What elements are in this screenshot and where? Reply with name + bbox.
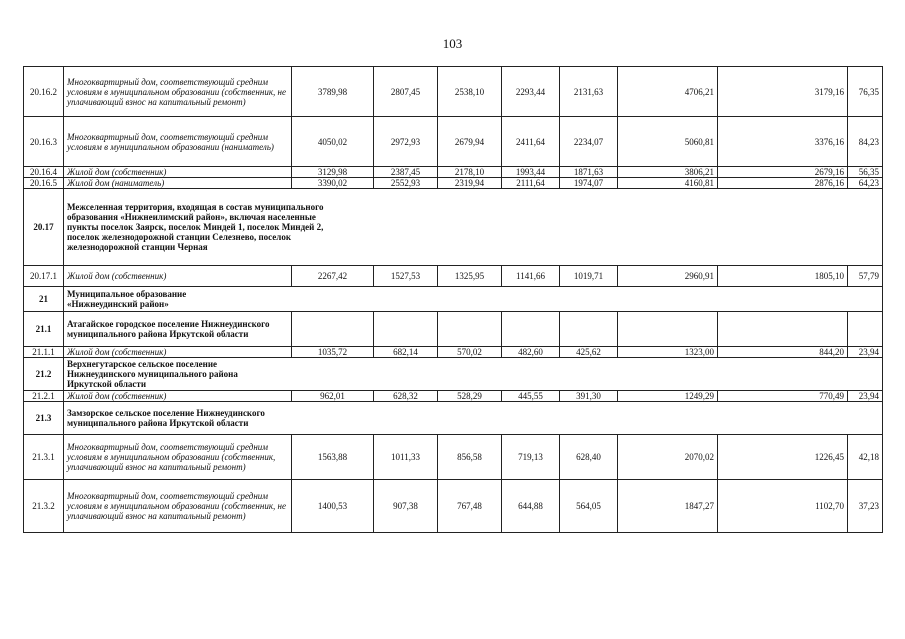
section-row [24,402,883,435]
cell-value: 76,35 [848,67,883,117]
cell-value: 425,62 [560,347,618,358]
cell-value: 570,02 [438,347,502,358]
row-code: 21.3.2 [24,480,64,533]
table-row [24,480,883,533]
cell-value: 2411,64 [502,117,560,167]
cell-value: 391,30 [560,391,618,402]
table-row [24,435,883,480]
cell-value: 767,48 [438,480,502,533]
cell-value: 628,32 [374,391,438,402]
table-row [24,347,883,358]
cell-value: 2552,93 [374,178,438,189]
cell-value: 719,13 [502,435,560,480]
cell-value: 907,38 [374,480,438,533]
row-code: 21.3.1 [24,435,64,480]
cell-value: 2178,10 [438,167,502,178]
cell-value: 856,58 [438,435,502,480]
cell-value: 3390,02 [292,178,374,189]
table-row [24,117,883,167]
cell-value: 2319,94 [438,178,502,189]
cell-value: 1323,00 [618,347,718,358]
section-code: 21.2 [24,358,64,391]
cell-value: 4706,21 [618,67,718,117]
section-title-text: Замзорское сельское поселение Нижнеудинского муниципального района Иркутской области [67,408,265,428]
empty-cell [438,312,502,347]
row-description: Жилой дом (наниматель) [64,178,292,189]
table-row [24,391,883,402]
empty-cell [292,312,374,347]
section-code: 21.1 [24,312,64,347]
row-description: Жилой дом (собственник) [64,391,292,402]
cell-value: 4160,81 [618,178,718,189]
cell-value: 1974,07 [560,178,618,189]
cell-value: 57,79 [848,266,883,287]
row-code: 20.16.3 [24,117,64,167]
section-title-text: Межселенная территория, входящая в состав муниципального образования «Нижнеилимский район», включая населенные пункты поселок Заярск, поселок Миндей 1, поселок Миндей 2, поселок железнодорожной станции Селезнево, поселок железнодорожной станции Черная [67,202,324,252]
section-title [64,402,883,435]
cell-value: 1249,29 [618,391,718,402]
cell-value: 962,01 [292,391,374,402]
section-row [24,358,883,391]
section-title: Атагайское городское поселение Нижнеудинского муниципального района Иркутской области [64,312,292,347]
cell-value: 482,60 [502,347,560,358]
cell-value: 84,23 [848,117,883,167]
cell-value: 1325,95 [438,266,502,287]
tariff-table [23,66,883,533]
empty-cell [718,312,848,347]
cell-value: 1011,33 [374,435,438,480]
page-number: 103 [442,36,463,51]
empty-cell [374,312,438,347]
cell-value: 23,94 [848,391,883,402]
empty-cell [502,312,560,347]
cell-value: 2876,16 [718,178,848,189]
section-code: 21 [24,287,64,312]
cell-value: 844,20 [718,347,848,358]
empty-cell [560,312,618,347]
cell-value: 1226,45 [718,435,848,480]
cell-value: 23,94 [848,347,883,358]
cell-value: 2131,63 [560,67,618,117]
row-code: 20.16.4 [24,167,64,178]
cell-value: 628,40 [560,435,618,480]
cell-value: 2960,91 [618,266,718,287]
row-description: Жилой дом (собственник) [64,347,292,358]
section-row [24,287,883,312]
cell-value: 42,18 [848,435,883,480]
cell-value: 64,23 [848,178,883,189]
cell-value: 528,29 [438,391,502,402]
section-title [64,358,883,391]
cell-value: 1871,63 [560,167,618,178]
cell-value: 644,88 [502,480,560,533]
cell-value: 1527,53 [374,266,438,287]
row-code: 20.16.2 [24,67,64,117]
cell-value: 3179,16 [718,67,848,117]
cell-value: 1847,27 [618,480,718,533]
section-row [24,312,883,347]
cell-value: 1141,66 [502,266,560,287]
cell-value: 1993,44 [502,167,560,178]
row-code: 21.1.1 [24,347,64,358]
table-row [24,67,883,117]
row-description: Жилой дом (собственник) [64,266,292,287]
cell-value: 2070,02 [618,435,718,480]
cell-value: 2679,94 [438,117,502,167]
cell-value: 3376,16 [718,117,848,167]
cell-value: 682,14 [374,347,438,358]
empty-cell [848,312,883,347]
cell-value: 770,49 [718,391,848,402]
table-row [24,178,883,189]
row-description: Многоквартирный дом, соответствующий средним условиям в муниципальном образовании (собственник, уплачивающий взнос на капитальный ремонт) [64,435,292,480]
cell-value: 3129,98 [292,167,374,178]
table-row [24,266,883,287]
table-row [24,167,883,178]
cell-value: 2293,44 [502,67,560,117]
section-title [64,189,883,266]
cell-value: 1400,53 [292,480,374,533]
cell-value: 1563,88 [292,435,374,480]
cell-value: 2679,16 [718,167,848,178]
cell-value: 2538,10 [438,67,502,117]
cell-value: 3789,98 [292,67,374,117]
cell-value: 445,55 [502,391,560,402]
cell-value: 5060,81 [618,117,718,167]
empty-cell [618,312,718,347]
section-code: 20.17 [24,189,64,266]
cell-value: 2807,45 [374,67,438,117]
row-description: Многоквартирный дом, соответствующий средним условиям в муниципальном образовании (собственник, не уплачивающий взнос на капитальный ремонт) [64,67,292,117]
section-code: 21.3 [24,402,64,435]
row-description: Жилой дом (собственник) [64,167,292,178]
cell-value: 2387,45 [374,167,438,178]
section-title [64,287,883,312]
cell-value: 56,35 [848,167,883,178]
cell-value: 1102,70 [718,480,848,533]
section-title-text: Муниципальное образование «Нижнеудинский район» [67,289,187,309]
cell-value: 1035,72 [292,347,374,358]
row-code: 20.17.1 [24,266,64,287]
cell-value: 3806,21 [618,167,718,178]
row-description: Многоквартирный дом, соответствующий средним условиям в муниципальном образовании (собственник, не уплачивающий взнос на капитальный ремонт) [64,480,292,533]
cell-value: 4050,02 [292,117,374,167]
cell-value: 2111,64 [502,178,560,189]
cell-value: 1019,71 [560,266,618,287]
cell-value: 1805,10 [718,266,848,287]
row-description: Многоквартирный дом, соответствующий средним условиям в муниципальном образовании (наниматель) [64,117,292,167]
row-code: 21.2.1 [24,391,64,402]
cell-value: 2234,07 [560,117,618,167]
cell-value: 2267,42 [292,266,374,287]
cell-value: 37,23 [848,480,883,533]
section-row [24,189,883,266]
cell-value: 564,05 [560,480,618,533]
cell-value: 2972,93 [374,117,438,167]
section-title-text: Верхнегутарское сельское поселение Нижнеудинского муниципального района Иркутской области [67,359,238,389]
row-code: 20.16.5 [24,178,64,189]
